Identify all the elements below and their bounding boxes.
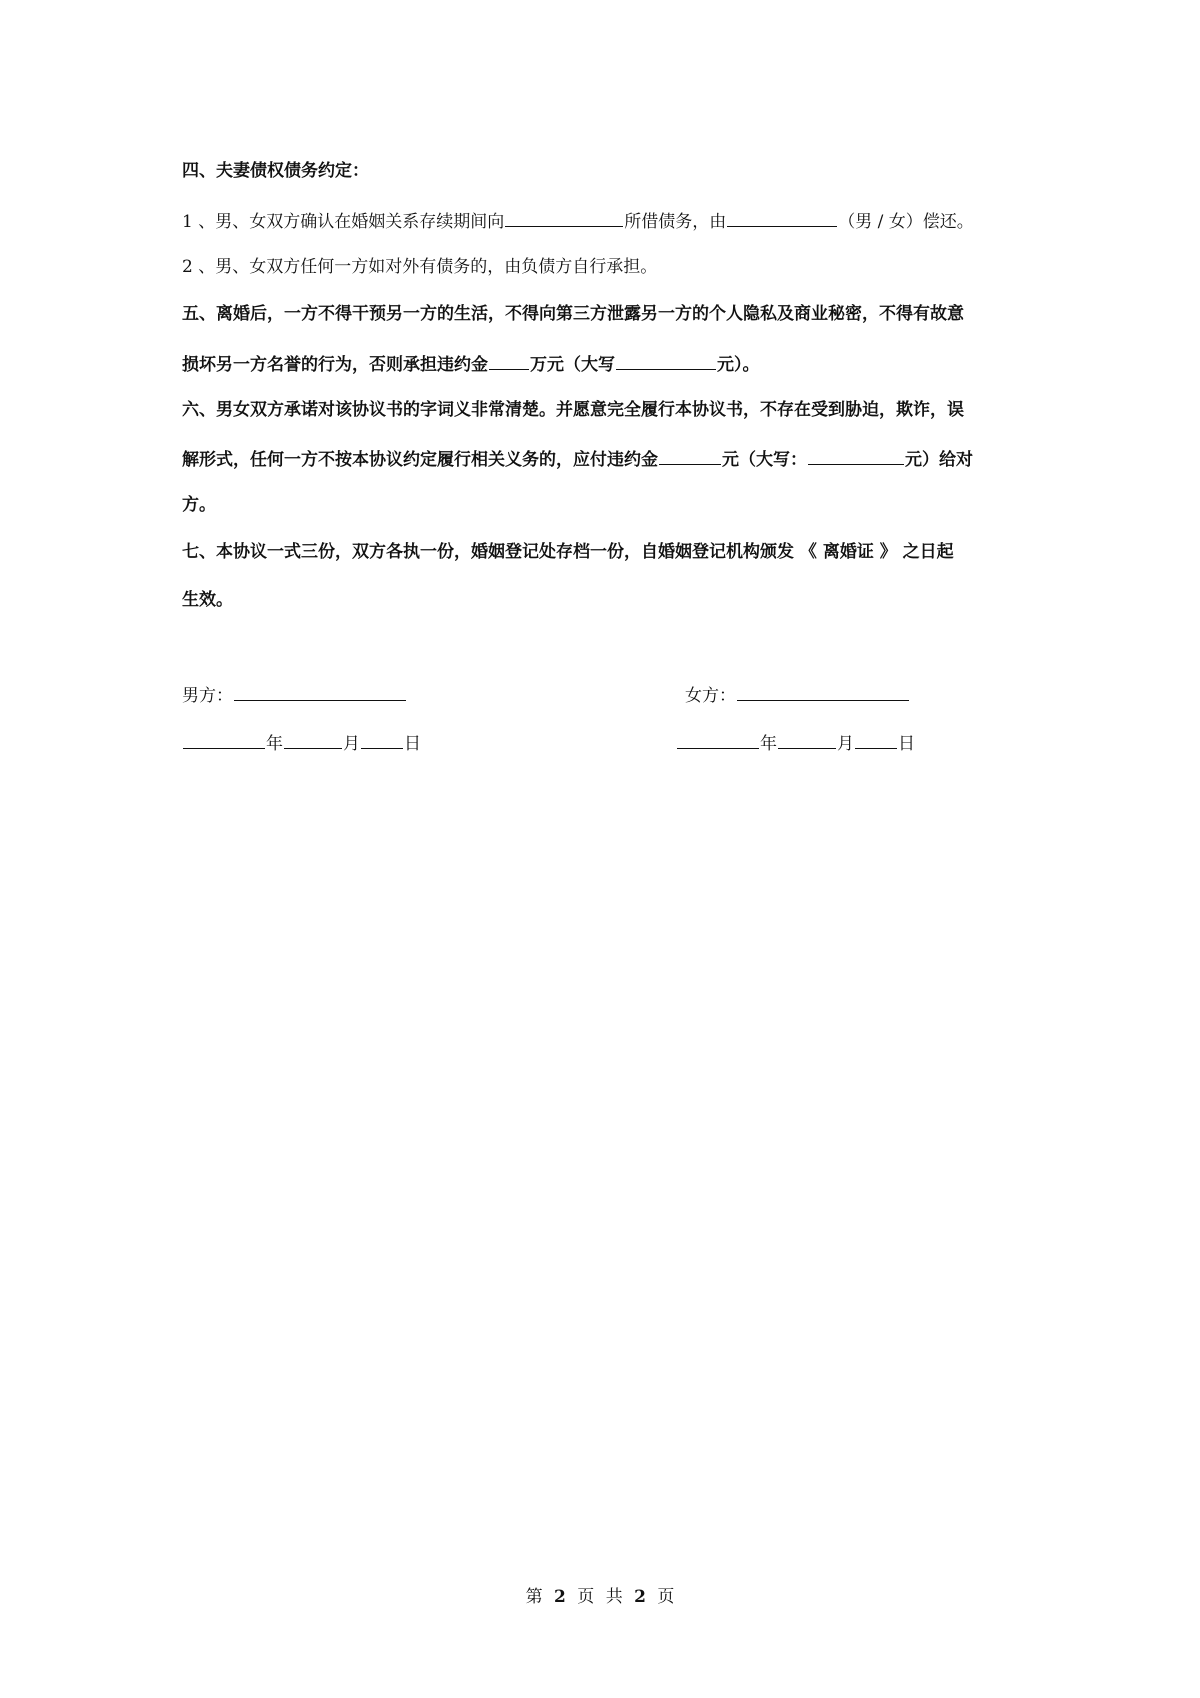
repayer-blank[interactable] (727, 208, 837, 227)
section-6-line-1: 六、男女双方承诺对该协议书的字词义非常清楚。并愿意完全履行本协议书，不存在受到胁迫，欺诈，误 (182, 400, 964, 420)
female-month-label: 月 (837, 734, 854, 754)
male-month-blank[interactable] (284, 730, 342, 749)
male-date-line (182, 730, 421, 755)
male-signature-blank[interactable] (234, 682, 406, 701)
female-month-blank[interactable] (778, 730, 836, 749)
footer-total-pages: 2 (634, 1587, 646, 1607)
footer-page-number: 2 (554, 1587, 566, 1607)
section-6-text-c: 元）给对 (905, 450, 973, 470)
section-7-line-1: 七、本协议一式三份，双方各执一份，婚姻登记处存档一份，自婚姻登记机构颁发 《 离婚证 》 之日起 (182, 542, 954, 562)
section-5-line-2 (182, 351, 760, 376)
section-5-text-a: 损坏另一方名誉的行为，否则承担违约金 (182, 355, 488, 375)
male-year-blank[interactable] (183, 730, 265, 749)
section-6-text-a: 解形式，任何一方不按本协议约定履行相关义务的，应付违约金 (182, 450, 658, 470)
page-footer (0, 1586, 1200, 1608)
section-5-line-1: 五、离婚后，一方不得干预另一方的生活，不得向第三方泄露另一方的个人隐私及商业秘密，不得有故意 (182, 304, 964, 324)
item-1-text-b: 所借债务，由 (624, 212, 727, 232)
female-signature-line (685, 682, 910, 707)
section-5-text-c: 元）。 (717, 355, 760, 375)
section-6-line-2 (182, 446, 973, 471)
female-day-label: 日 (898, 734, 915, 754)
section-7-line-2: 生效。 (182, 590, 233, 610)
male-day-blank[interactable] (361, 730, 403, 749)
footer-suffix: 页 (657, 1587, 675, 1607)
penalty-amount-blank[interactable] (489, 351, 529, 370)
male-signature-line (182, 682, 407, 707)
male-label: 男方： (182, 686, 233, 706)
female-year-label: 年 (760, 734, 777, 754)
footer-prefix: 第 (525, 1587, 543, 1607)
male-month-label: 月 (343, 734, 360, 754)
item-1-text-a: 1 、男、女双方确认在婚姻关系存续期间向 (182, 212, 505, 232)
female-day-blank[interactable] (855, 730, 897, 749)
section-6-line-3: 方。 (182, 495, 216, 515)
section-4-heading: 四、夫妻债权债务约定： (182, 161, 369, 181)
section-5-text-b: 万元（大写 (530, 355, 615, 375)
male-year-label: 年 (266, 734, 283, 754)
female-signature-blank[interactable] (737, 682, 909, 701)
female-date-line (676, 730, 915, 755)
female-year-blank[interactable] (677, 730, 759, 749)
liquidated-damages-capital-blank[interactable] (808, 446, 904, 465)
creditor-blank[interactable] (505, 208, 623, 227)
liquidated-damages-blank[interactable] (659, 446, 721, 465)
section-6-text-b: 元（大写： (722, 450, 807, 470)
footer-middle: 页 共 (577, 1587, 623, 1607)
section-4-item-1 (182, 208, 974, 233)
section-4-item-2: 2 、男、女双方任何一方如对外有债务的，由负债方自行承担。 (182, 257, 658, 277)
item-1-text-c: （男 / 女）偿还。 (838, 212, 974, 232)
male-day-label: 日 (404, 734, 421, 754)
female-label: 女方： (685, 686, 736, 706)
penalty-capital-blank[interactable] (616, 351, 716, 370)
